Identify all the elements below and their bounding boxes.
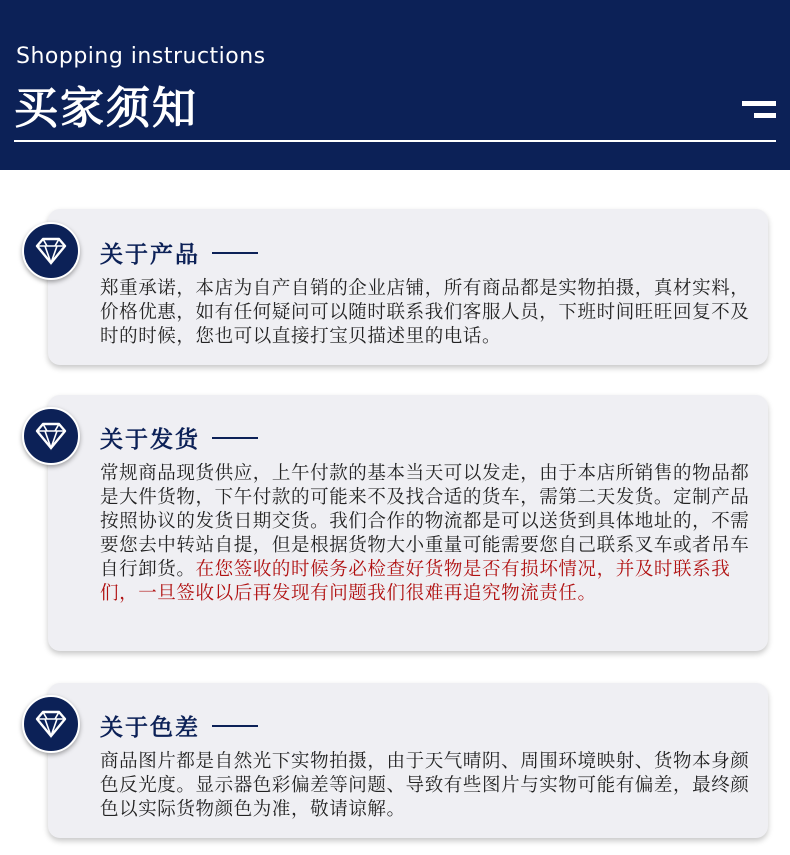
section-title: 关于发货 <box>100 427 200 453</box>
section-body: 郑重承诺，本店为自产自销的企业店铺，所有商品都是实物拍摄，真材实料，价格优惠，如有任何疑问可以随时联系我们客服人员，下班时间旺旺回复不及时的时候，您也可以直接打宝贝描述里的电话。 <box>100 278 750 347</box>
warning-text: 在您签收的时候务必检查好货物是否有损坏情况，并及时联系我们，一旦签收以后再发现有问题我们很难再追究物流责任。 <box>100 559 731 604</box>
section-heading <box>100 709 258 742</box>
header-banner <box>0 0 790 170</box>
section-body: 商品图片都是自然光下实物拍摄，由于天气晴阴、周围环境映射、货物本身颜色反光度。显示器色彩偏差等问题、导致有些图片与实物可能有偏差，最终颜色以实际货物颜色为准，敬请谅解。 <box>100 751 750 820</box>
diamond-icon <box>22 407 80 465</box>
diamond-icon <box>22 222 80 280</box>
section-body <box>100 462 760 606</box>
decor-bar-top <box>742 101 776 106</box>
header-subtitle: Shopping instructions <box>16 44 266 69</box>
section-body-text: 常规商品现货供应，上午付款的基本当天可以发走，由于本店所销售的物品都是大件货物，下午付款的可能来不及找合适的货车，需第二天发货。定制产品按照协议的发货日期交货。我们合作的物流都是可以送货到具体地址的，不需要您去中转站自提，但是根据货物大小重量可能需要您自己联系叉车或者吊车自行卸货。 <box>100 463 750 580</box>
section-title: 关于产品 <box>100 242 200 268</box>
decor-bar-bottom <box>754 113 776 118</box>
section-title: 关于色差 <box>100 715 200 741</box>
header-divider <box>14 140 776 142</box>
diamond-icon <box>22 695 80 753</box>
page-title: 买家须知 <box>14 83 198 134</box>
section-heading <box>100 421 258 454</box>
title-rule <box>212 437 258 439</box>
title-rule <box>212 252 258 254</box>
title-rule <box>212 725 258 727</box>
section-heading <box>100 236 258 269</box>
